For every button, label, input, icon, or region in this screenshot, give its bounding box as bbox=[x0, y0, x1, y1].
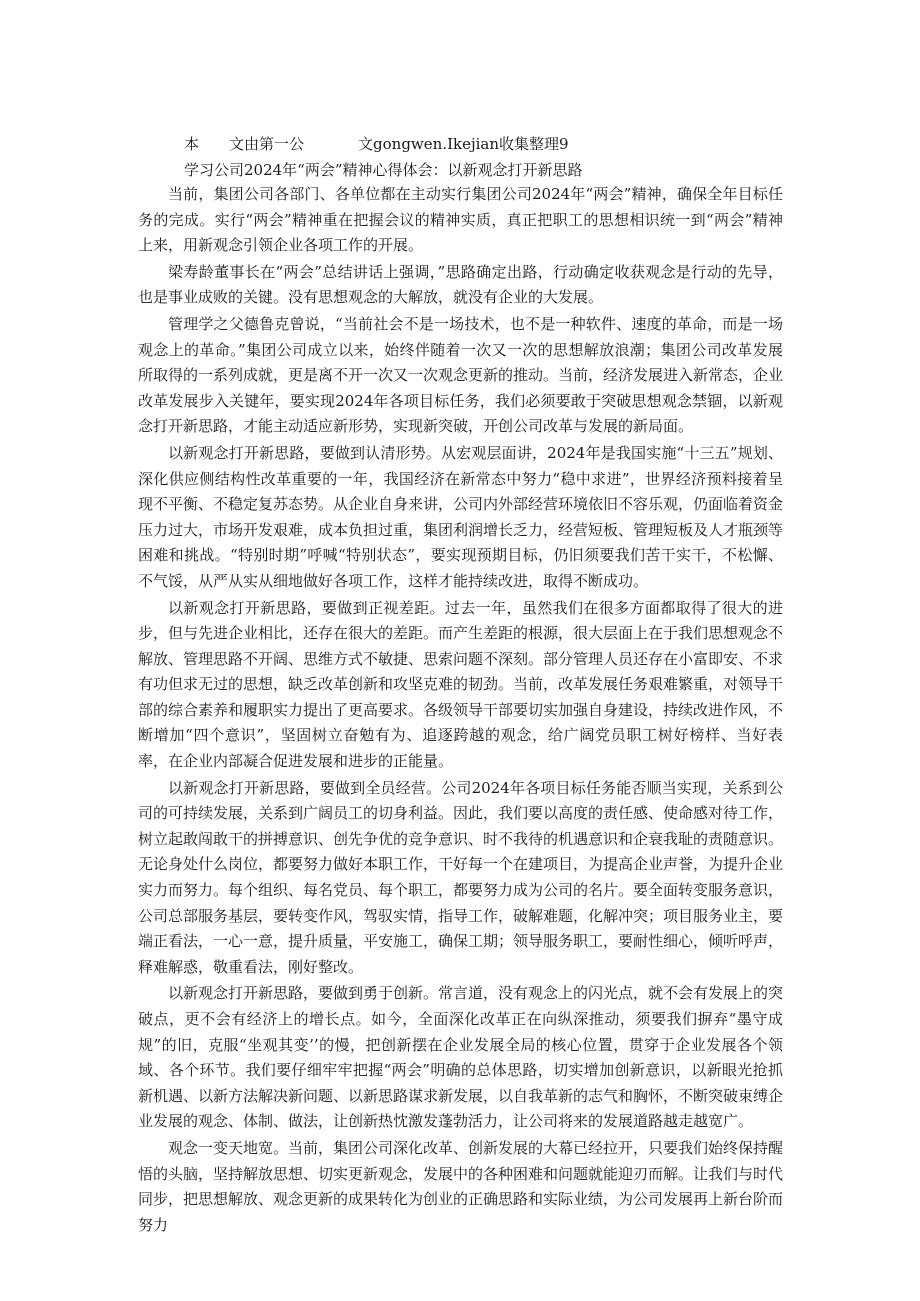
paragraph: 以新观念打开新思路，要做到正视差距。过去一年，虽然我们在很多方面都取得了很大的进步，但与先进企业相比，还存在很大的差距。而产生差距的根源，很大层面上在于我们思想观念不解放、管理思路不开阔、思维方式不敏捷、思索问题不深刻。部分管理人员还存在小富即安、不求有功但求无过的思想，缺乏改革创新和攻坚克难的韧劲。当前，改革发展任务艰难繁重，对领导干部的综合素养和履职实力提出了更高要求。各级领导干部要切实加强自身建设，持续改进作风，不断增加“四个意识”，坚固树立奋勉有为、追逐跨越的观念，给广阔党员职工树好榜样、当好表率，在企业内部凝合促进发展和进步的正能量。 bbox=[138, 598, 784, 771]
paragraph: 观念一变天地宽。当前，集团公司深化改革、创新发展的大幕已经拉开，只要我们始终保持醒悟的头脑，坚持解放思想、切实更新观念，发展中的各种困难和问题就能迎刃而解。让我们与时代同步，把思想解放、观念更新的成果转化为创业的正确思路和实际业绩，为公司发展再上新台阶而努力 bbox=[138, 1138, 784, 1234]
paragraph: 以新观念打开新思路，要做到全员经营。公司2024年各项目标任务能否顺当实现，关系到公司的可持续发展，关系到广阔员工的切身利益。因此，我们要以高度的责任感、使命感对待工作，树立起敢闯敢干的拼搏意识、创先争优的竞争意识、时不我待的机遇意识和企衰我耻的责随意识。无论身处什么岗位，都要努力做好本职工作，干好每一个在建项目，为提高企业声誉，为提升企业实力而努力。每个组织、每名党员、每个职工，都要努力成为公司的名片。要全面转变服务意识，公司总部服务基层，要转变作风，驾驭实情，指导工作，破解难题，化解冲突；项目服务业主，要端正看法，一心一意，提升质量，平安施工，确保工期；领导服务职工，要耐性细心，倾听呼声，释难解惑，敬重看法，刚好整改。 bbox=[138, 778, 784, 976]
source-header-part3: 文gongwen.Ikejian收集整理9 bbox=[358, 135, 569, 153]
paragraph: 以新观念打开新思路，要做到认清形势。从宏观层面讲，2024年是我国实施“十三五”规划、深化供应侧结构性改革重要的一年，我国经济在新常态中努力“稳中求进”，世界经济预料接着呈现不平衡、不稳定复苏态势。从企业自身来讲，公司内外部经营环境依旧不容乐观，仍面临着资金压力过大，市场开发艰难，成本负担过重，集团利润增长乏力，经营短板、管理短板及人才瓶颈等困难和挑战。“特别时期”呼喊“特别状态”，要实现预期目标，仍旧须要我们苦干实干，不松懈、不气馁，从严从实从细地做好各项工作，这样才能持续改进，取得不断成功。 bbox=[138, 443, 784, 590]
document-title: 学习公司2024年“两会”精神心得体会：以新观念打开新思路 bbox=[184, 161, 583, 179]
source-header-part2: 文由第一公 bbox=[229, 135, 305, 153]
paragraph: 当前，集团公司各部门、各单位都在主动实行集团公司2024年“两会”精神，确保全年目标任务的完成。实行“两会”精神重在把握会议的精神实质，真正把职工的思想相识统一到“两会”精神上来，用新观念引领企业各项工作的开展。 bbox=[138, 185, 783, 255]
source-header-part1: 本 bbox=[184, 135, 200, 153]
source-header bbox=[184, 133, 569, 155]
paragraph: 梁寿龄董事长在“两会”总结讲话上强调，”思路确定出路，行动确定收获观念是行动的先导，也是事业成败的关键。没有思想观念的大解放，就没有企业的大发展。 bbox=[138, 262, 783, 307]
document-body bbox=[138, 182, 783, 1239]
paragraph: 以新观念打开新思路，要做到勇于创新。常言道，没有观念上的闪光点，就不会有发展上的突破点，更不会有经济上的增长点。如今，全面深化改革正在向纵深推动，须要我们摒弃“墨守成规”的旧，克服“坐观其变’’的慢，把创新摆在企业发展全局的核心位置，贯穿于企业发展各个领域、各个环节。我们要仔细牢牢把握“两会”明确的总体思路，切实增加创新意识，以新眼光抢抓新机遇、以新方法解决新问题、以新思路谋求新发展，以自我革新的志气和胸怀，不断突破束缚企业发展的观念、体制、做法，让创新热忱激发蓬勃活力，让公司将来的发展道路越走越宽广。 bbox=[138, 984, 784, 1131]
paragraph: 管理学之父德鲁克曾说，“当前社会不是一场技术，也不是一种软件、速度的革命，而是一场观念上的革命。”集团公司成立以来，始终伴随着一次又一次的思想解放浪潮；集团公司改革发展所取得的一系列成就，更是离不开一次又一次观念更新的推动。当前，经济发展进入新常态，企业改革发展步入关键年，要实现2024年各项目标任务，我们必须要敢于突破思想观念禁锢，以新观念打开新思路，才能主动适应新形势，实现新突破，开创公司改革与发展的新局面。 bbox=[138, 314, 784, 436]
